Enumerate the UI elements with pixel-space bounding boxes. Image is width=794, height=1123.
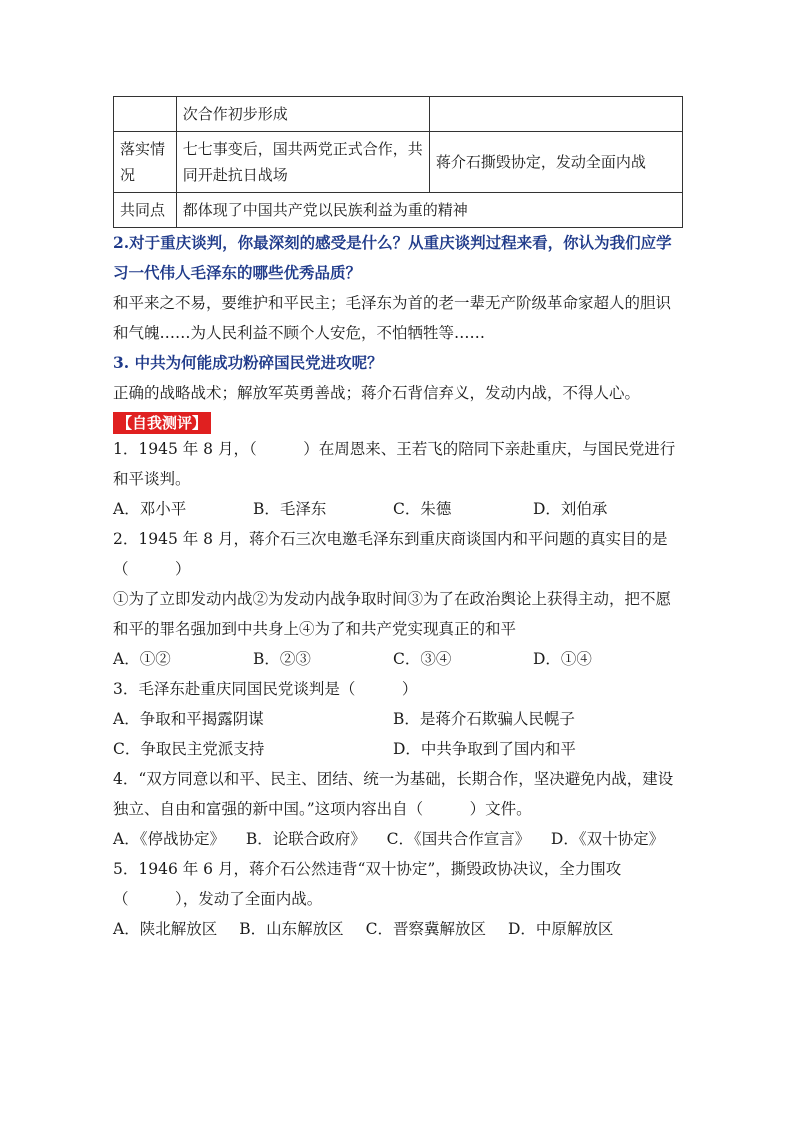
item-4-options — [113, 824, 685, 854]
question-3-title: 3. 中共为何能成功粉碎国民党进攻呢？ — [113, 353, 383, 372]
option: A．争取和平揭露阴谋 — [113, 710, 264, 728]
item-3-stem: 3．毛泽东赴重庆同国民党谈判是（ ） — [113, 680, 418, 698]
option: C．朱德 — [393, 500, 452, 518]
table-cell — [429, 97, 682, 132]
option: B．②③ — [253, 650, 311, 668]
table-cell — [114, 97, 177, 132]
item-2-stem: 2．1945 年 8 月，蒋介石三次电邀毛泽东到重庆商谈国内和平问题的真实目的是（ ） — [113, 530, 668, 578]
table-cell: 蒋介石撕毁协定，发动全面内战 — [429, 132, 682, 193]
option: D．《双十协定》 — [550, 830, 665, 848]
option: C．争取民主党派支持 — [113, 740, 265, 758]
option: B．山东解放区 — [239, 920, 344, 938]
option: A．陕北解放区 — [113, 920, 218, 938]
item-1-options — [113, 494, 685, 524]
option: A．邓小平 — [113, 500, 187, 518]
table-row — [114, 193, 683, 228]
table-cell: 次合作初步形成 — [176, 97, 429, 132]
item-3-options-row-1 — [113, 704, 685, 734]
question-2-title: 2.对于重庆谈判，你最深刻的感受是什么？从重庆谈判过程来看，你认为我们应学习一代伟人毛泽东的哪些优秀品质？ — [113, 233, 672, 282]
document-page — [113, 96, 685, 944]
option: B．是蒋介石欺骗人民幌子 — [393, 710, 575, 728]
item-5-stem: 5．1946 年 6 月，蒋介石公然违背“双十协定”，撕毁政协决议，全力围攻（ ），发动了全面内战。 — [113, 860, 622, 908]
item-1-stem: 1．1945 年 8 月，（ ）在周恩来、王若飞的陪同下亲赴重庆，与国民党进行和平谈判。 — [113, 440, 676, 488]
option: D．中共争取到了国内和平 — [393, 740, 576, 758]
comparison-table — [113, 96, 683, 228]
table-row — [114, 97, 683, 132]
question-3-answer: 正确的战略战术；解放军英勇善战；蒋介石背信弃义，发动内战，不得人心。 — [113, 384, 641, 402]
item-2-options — [113, 644, 685, 674]
option: A．《停战协定》 — [113, 830, 225, 848]
table-cell: 都体现了中国共产党以民族利益为重的精神 — [176, 193, 682, 228]
option: D．刘伯承 — [533, 500, 608, 518]
option: C．③④ — [393, 650, 452, 668]
option: B．毛泽东 — [253, 500, 327, 518]
option: C．《国共合作宣言》 — [386, 830, 531, 848]
item-5-options — [113, 914, 685, 944]
item-4-stem: 4．“双方同意以和平、民主、团结、统一为基础，长期合作，坚决避免内战，建设独立、自由和富强的新中国。”这项内容出自（ ）文件。 — [113, 770, 674, 818]
item-2-statements: ①为了立即发动内战②为发动内战争取时间③为了在政治舆论上获得主动，把不愿和平的罪名强加到中共身上④为了和共产党实现真正的和平 — [113, 590, 672, 638]
table-cell: 共同点 — [114, 193, 177, 228]
option: C．晋察冀解放区 — [365, 920, 486, 938]
option: D．中原解放区 — [507, 920, 614, 938]
option: A．①② — [113, 650, 171, 668]
option: D．①④ — [533, 650, 592, 668]
table-cell: 落实情况 — [114, 132, 177, 193]
question-2-answer: 和平来之不易，要维护和平民主；毛泽东为首的老一辈无产阶级革命家超人的胆识和气魄……为人民利益不顾个人安危，不怕牺牲等…… — [113, 294, 672, 342]
option: B．论联合政府》 — [245, 830, 366, 848]
item-3-options-row-2 — [113, 734, 685, 764]
table-row — [114, 132, 683, 193]
section-tag: 【自我测评】 — [113, 412, 211, 434]
table-cell: 七七事变后，国共两党正式合作，共同开赴抗日战场 — [176, 132, 429, 193]
